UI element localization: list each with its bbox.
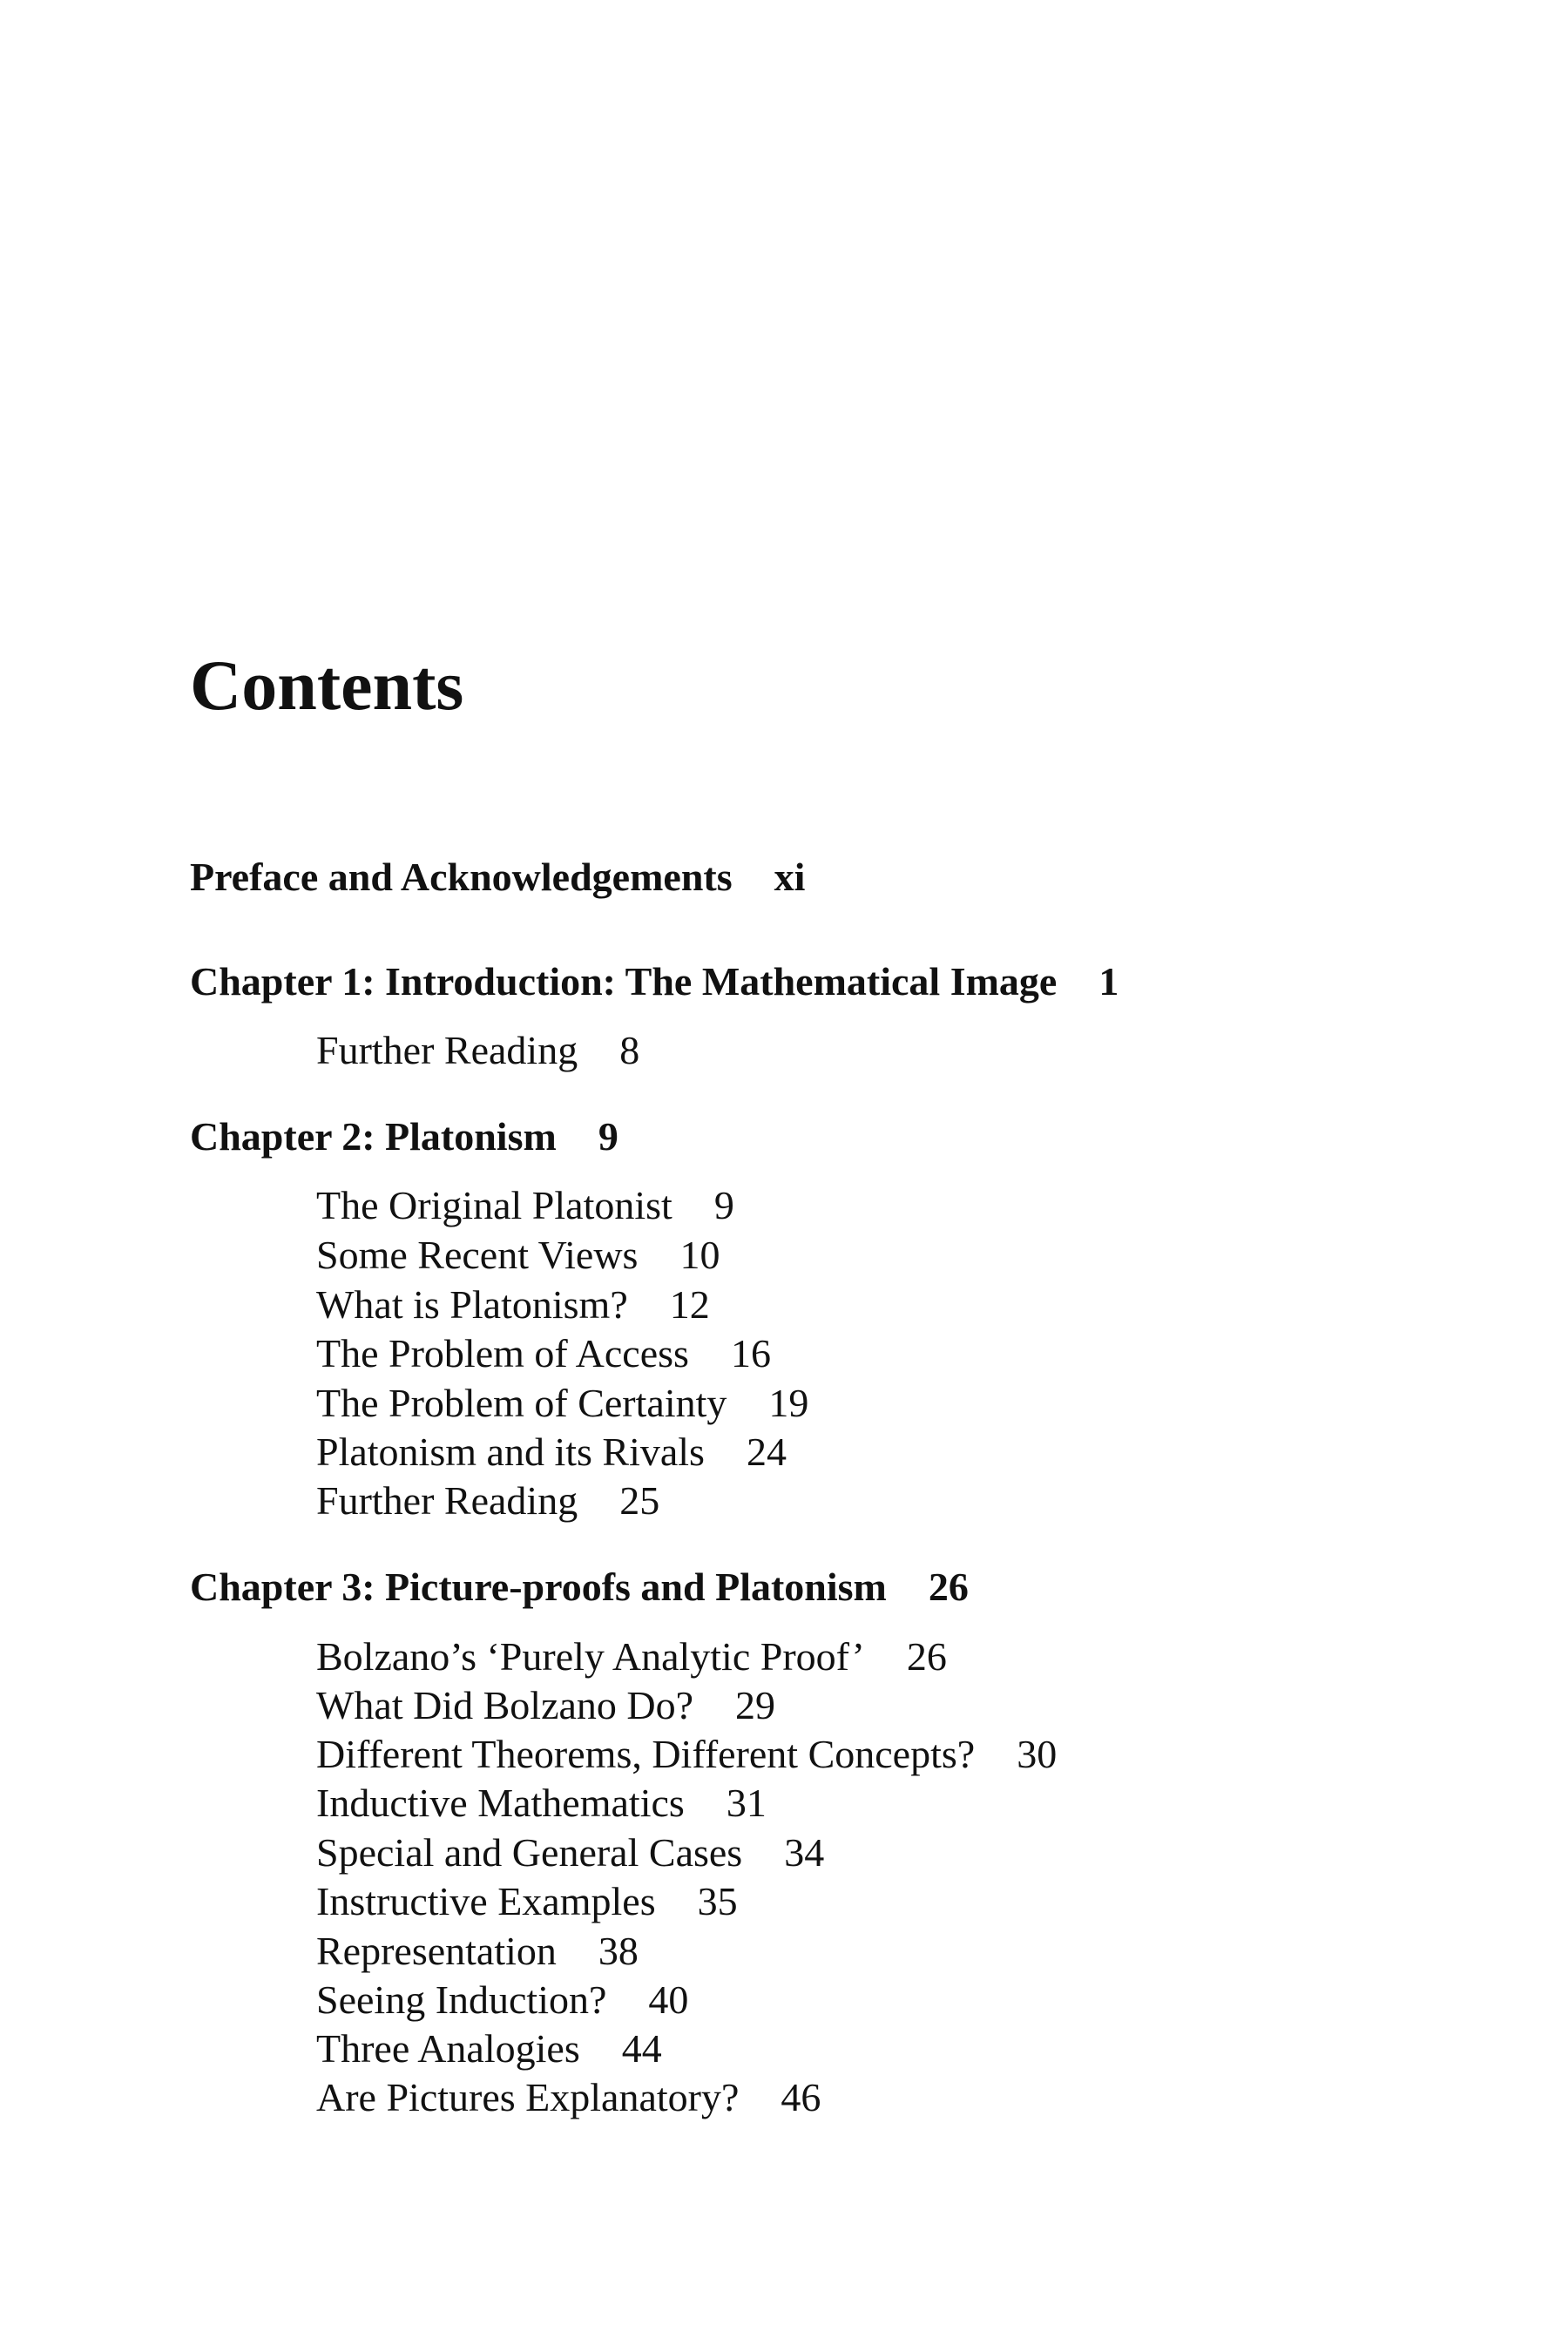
toc-entry-page: 46 xyxy=(781,2075,821,2119)
toc-subentry xyxy=(316,1931,639,1971)
toc-entry-label: What is Platonism? xyxy=(316,1282,628,1327)
toc-entry-label: Bolzano’s ‘Purely Analytic Proof’ xyxy=(316,1634,865,1679)
toc-entry-label: Inductive Mathematics xyxy=(316,1781,685,1825)
toc-entry-label: Preface and Acknowledgements xyxy=(190,855,733,899)
toc-subentry xyxy=(316,1282,710,1327)
toc-subentry xyxy=(316,1977,689,2022)
page-title: Contents xyxy=(190,645,464,725)
toc-subentry xyxy=(316,1383,808,1423)
toc-entry-chapter-1 xyxy=(190,959,1119,1004)
toc-entry-label: Some Recent Views xyxy=(316,1233,639,1277)
toc-entry-page: 19 xyxy=(768,1381,809,1425)
toc-entry-label: Three Analogies xyxy=(316,2026,580,2071)
toc-entry-chapter-2 xyxy=(190,1114,618,1159)
toc-entry-label: The Problem of Access xyxy=(316,1331,689,1375)
toc-entry-page: 38 xyxy=(598,1929,639,1973)
toc-entry-page: 1 xyxy=(1098,959,1119,1004)
toc-entry-label: Different Theorems, Different Concepts? xyxy=(316,1732,976,1776)
toc-entry-preface xyxy=(190,857,805,897)
toc-entry-label: Seeing Induction? xyxy=(316,1977,607,2022)
toc-subentry xyxy=(316,1331,771,1375)
toc-entry-page: 24 xyxy=(746,1429,787,1474)
toc-entry-label: Are Pictures Explanatory? xyxy=(316,2075,740,2119)
toc-entry-page: 26 xyxy=(906,1634,947,1679)
toc-entry-page: 25 xyxy=(619,1478,660,1523)
toc-entry-page: 34 xyxy=(784,1830,825,1875)
toc-entry-label: Further Reading xyxy=(316,1478,578,1523)
toc-entry-label: Chapter 3: Picture-proofs and Platonism xyxy=(190,1565,887,1609)
toc-subentry xyxy=(316,1429,787,1474)
toc-entry-page: 35 xyxy=(697,1879,738,1923)
toc-entry-label: Representation xyxy=(316,1929,557,1973)
toc-subentry xyxy=(316,2026,662,2071)
toc-subentry xyxy=(316,1634,947,1679)
toc-entry-label: What Did Bolzano Do? xyxy=(316,1683,694,1727)
toc-subentry xyxy=(316,1478,660,1523)
toc-entry-page: 31 xyxy=(726,1781,767,1825)
toc-entry-page: 29 xyxy=(735,1683,776,1727)
toc-entry-chapter-3 xyxy=(190,1567,969,1607)
toc-entry-page: 30 xyxy=(1017,1732,1058,1776)
toc-subentry xyxy=(316,1183,734,1227)
toc-entry-page: 10 xyxy=(679,1233,720,1277)
toc-entry-page: xi xyxy=(774,855,806,899)
toc-subentry xyxy=(316,2075,821,2119)
toc-entry-page: 9 xyxy=(598,1114,618,1159)
toc-entry-page: 16 xyxy=(730,1331,771,1375)
toc-entry-page: 40 xyxy=(648,1977,689,2022)
toc-entry-label: The Problem of Certainty xyxy=(316,1381,727,1425)
toc-entry-page: 44 xyxy=(621,2026,662,2071)
toc-entry-label: The Original Platonist xyxy=(316,1183,672,1227)
toc-subentry xyxy=(316,1830,825,1875)
toc-entry-label: Further Reading xyxy=(316,1028,578,1072)
toc-entry-label: Special and General Cases xyxy=(316,1830,743,1875)
toc-entry-label: Platonism and its Rivals xyxy=(316,1429,705,1474)
toc-entry-page: 12 xyxy=(669,1282,710,1327)
toc-subentry xyxy=(316,1879,738,1923)
toc-entry-label: Chapter 1: Introduction: The Mathematical Image xyxy=(190,959,1058,1004)
toc-subentry xyxy=(316,1734,1057,1774)
toc-entry-label: Instructive Examples xyxy=(316,1879,656,1923)
toc-entry-page: 26 xyxy=(928,1565,969,1609)
toc-subentry xyxy=(316,1783,767,1823)
toc-subentry xyxy=(316,1028,640,1072)
toc-entry-page: 8 xyxy=(619,1028,640,1072)
toc-subentry xyxy=(316,1235,720,1275)
toc-entry-label: Chapter 2: Platonism xyxy=(190,1114,557,1159)
toc-entry-page: 9 xyxy=(713,1183,734,1227)
toc-subentry xyxy=(316,1683,776,1727)
